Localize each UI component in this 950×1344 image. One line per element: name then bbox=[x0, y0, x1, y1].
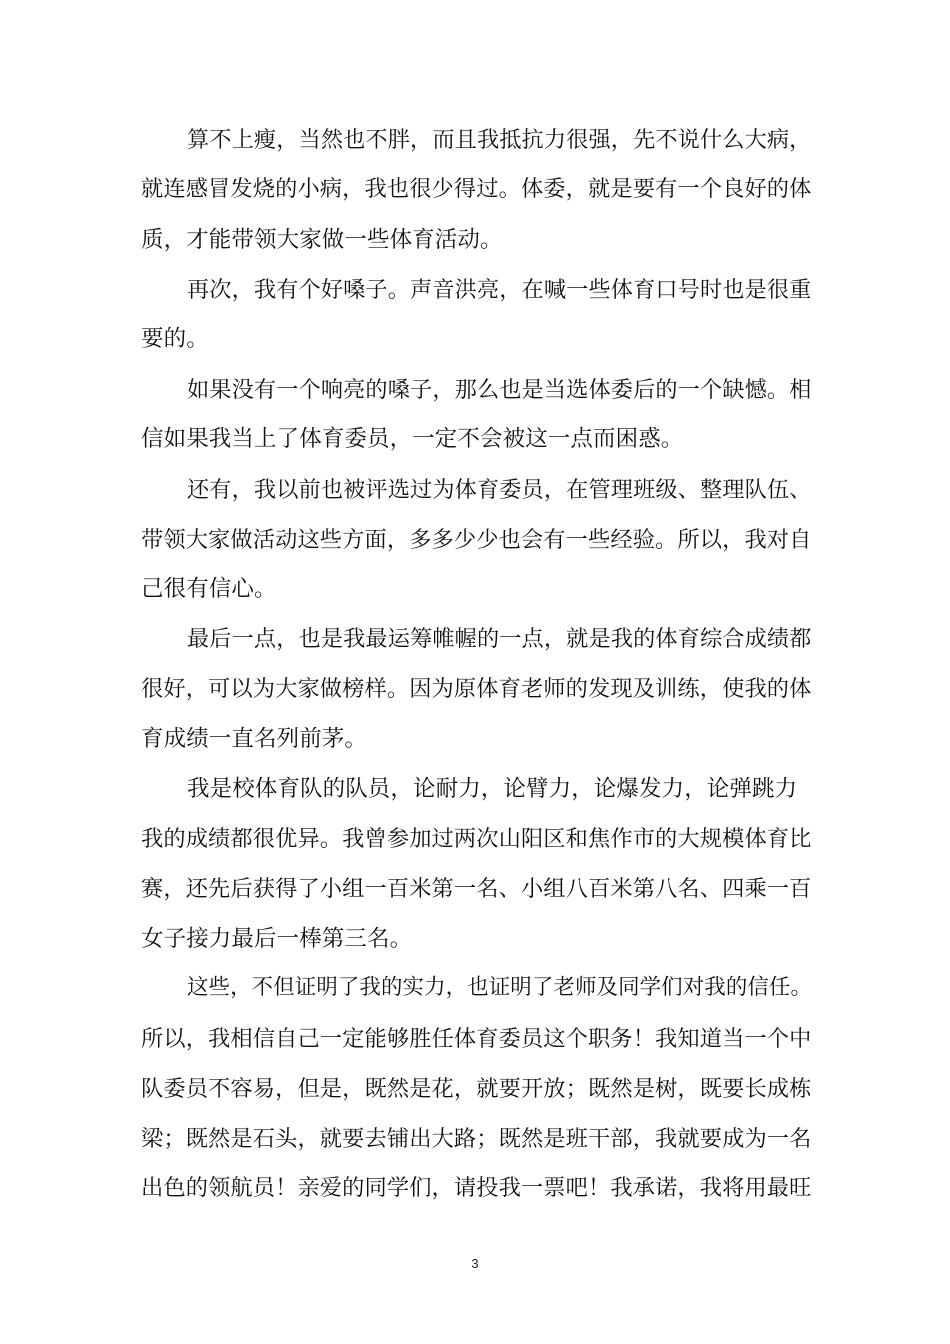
text-line: 最后一点，也是我最运筹帷幄的一点，就是我的体育综合成绩都 bbox=[187, 626, 812, 652]
text-line: 我的成绩都很优异。我曾参加过两次山阳区和焦作市的大规模体育比 bbox=[141, 826, 812, 852]
text-line: 育成绩一直名列前茅。 bbox=[141, 726, 368, 752]
text-line: 这些，不但证明了我的实力，也证明了老师及同学们对我的信任。 bbox=[187, 975, 813, 1000]
text-line: 女子接力最后一棒第三名。 bbox=[141, 926, 413, 952]
text-line: 还有，我以前也被评选过为体育委员，在管理班级、整理队伍、 bbox=[187, 477, 812, 503]
text-line: 己很有信心。 bbox=[141, 576, 277, 602]
text-line: 出色的领航员！亲爱的同学们，请投我一票吧！我承诺，我将用最旺 bbox=[141, 1175, 812, 1201]
text-line: 队委员不容易，但是，既然是花，就要开放；既然是树，既要长成栋 bbox=[141, 1076, 812, 1102]
text-line: 信如果我当上了体育委员，一定不会被这一点而困惑。 bbox=[141, 426, 684, 452]
text-line: 如果没有一个响亮的嗓子，那么也是当选体委后的一个缺憾。相 bbox=[187, 377, 812, 403]
text-line: 很好，可以为大家做榜样。因为原体育老师的发现及训练，使我的体 bbox=[141, 676, 812, 702]
text-line: 梁；既然是石头，就要去铺出大路；既然是班干部，我就要成为一名 bbox=[141, 1126, 812, 1152]
text-line: 质，才能带领大家做一些体育活动。 bbox=[141, 227, 503, 253]
page-number: 3 bbox=[471, 1256, 479, 1271]
text-line: 再次，我有个好嗓子。声音洪亮，在喊一些体育口号时也是很重 bbox=[187, 277, 812, 303]
text-line: 我是校体育队的队员，论耐力，论臂力，论爆发力，论弹跳力 bbox=[187, 776, 798, 802]
text-line: 就连感冒发烧的小病，我也很少得过。体委，就是要有一个良好的体 bbox=[141, 176, 812, 202]
text-line: 算不上瘦，当然也不胖，而且我抵抗力很强，先不说什么大病， bbox=[187, 127, 812, 153]
text-line: 带领大家做活动这些方面，多多少少也会有一些经验。所以，我对自 bbox=[141, 527, 812, 553]
text-line: 所以，我相信自己一定能够胜任体育委员这个职务！我知道当一个中 bbox=[141, 1026, 812, 1052]
text-line: 赛，还先后获得了小组一百米第一名、小组八百米第八名、四乘一百 bbox=[141, 876, 812, 902]
text-line: 要的。 bbox=[141, 326, 209, 352]
